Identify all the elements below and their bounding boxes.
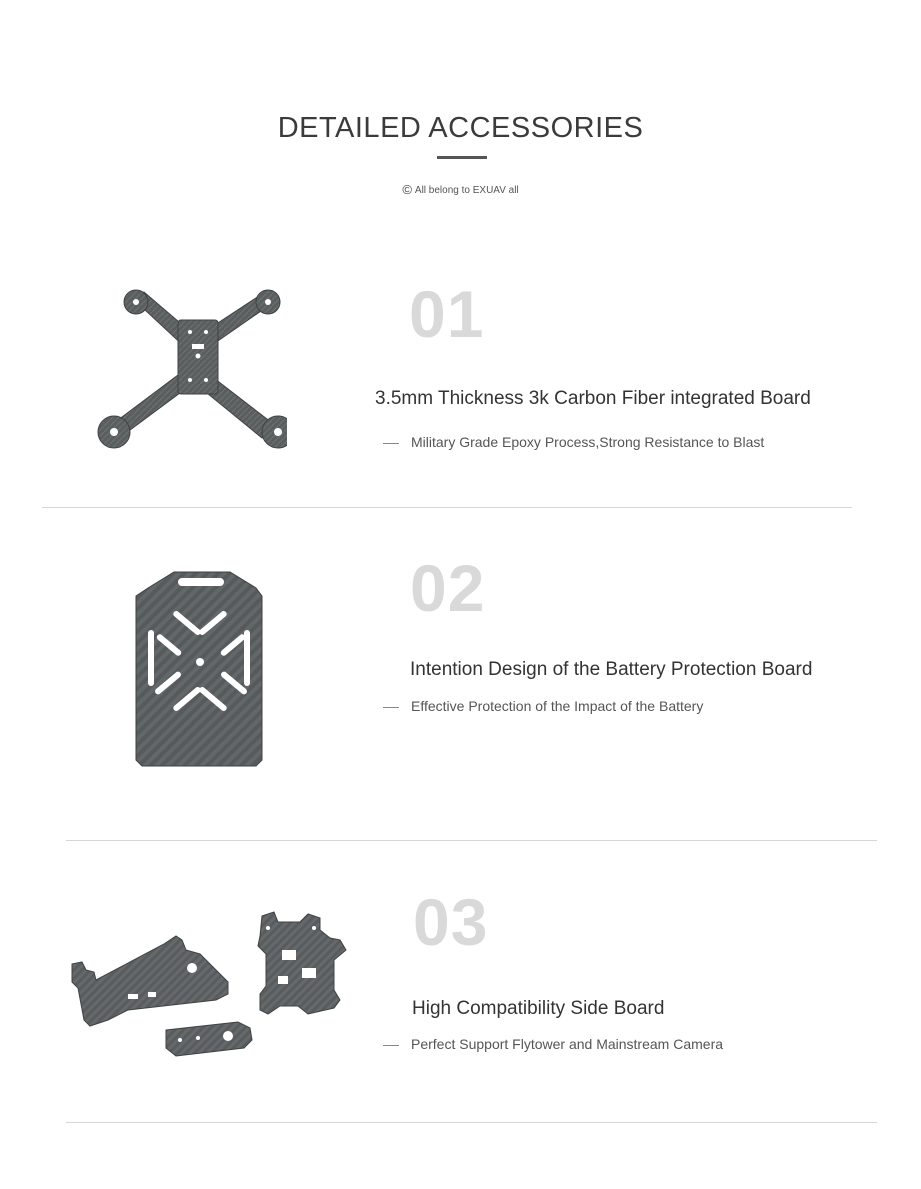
copyright-text: All belong to EXUAV all	[414, 185, 519, 196]
section-subtext	[383, 1036, 723, 1052]
section-subtext-label: Military Grade Epoxy Process,Strong Resistance to Blast	[411, 434, 765, 450]
dash-icon	[383, 707, 399, 708]
page-title: DETAILED ACCESSORIES	[277, 112, 644, 144]
section-divider	[42, 507, 852, 508]
section-heading: 3.5mm Thickness 3k Carbon Fiber integrated Board	[375, 388, 811, 409]
dash-icon	[383, 1045, 399, 1046]
section-subtext	[383, 434, 764, 450]
section-subtext-label: Effective Protection of the Impact of the Battery	[411, 698, 704, 714]
section-number: 03	[413, 885, 489, 959]
section-subtext	[383, 698, 703, 714]
section-heading: Intention Design of the Battery Protection Board	[410, 659, 813, 680]
title-underline	[437, 156, 487, 159]
dash-icon	[383, 443, 399, 444]
side-board-plates-image	[68, 910, 358, 1060]
section-number: 01	[409, 277, 485, 351]
section-subtext-label: Perfect Support Flytower and Mainstream Camera	[411, 1036, 724, 1052]
section-heading: High Compatibility Side Board	[412, 998, 665, 1019]
carbon-x-frame-image	[92, 288, 287, 453]
section-divider	[66, 1122, 877, 1123]
section-number: 02	[410, 551, 486, 625]
copyright-line	[0, 182, 921, 197]
section-divider	[66, 840, 877, 841]
copyright-icon: ©	[402, 182, 412, 197]
battery-protection-plate-image	[134, 570, 270, 770]
